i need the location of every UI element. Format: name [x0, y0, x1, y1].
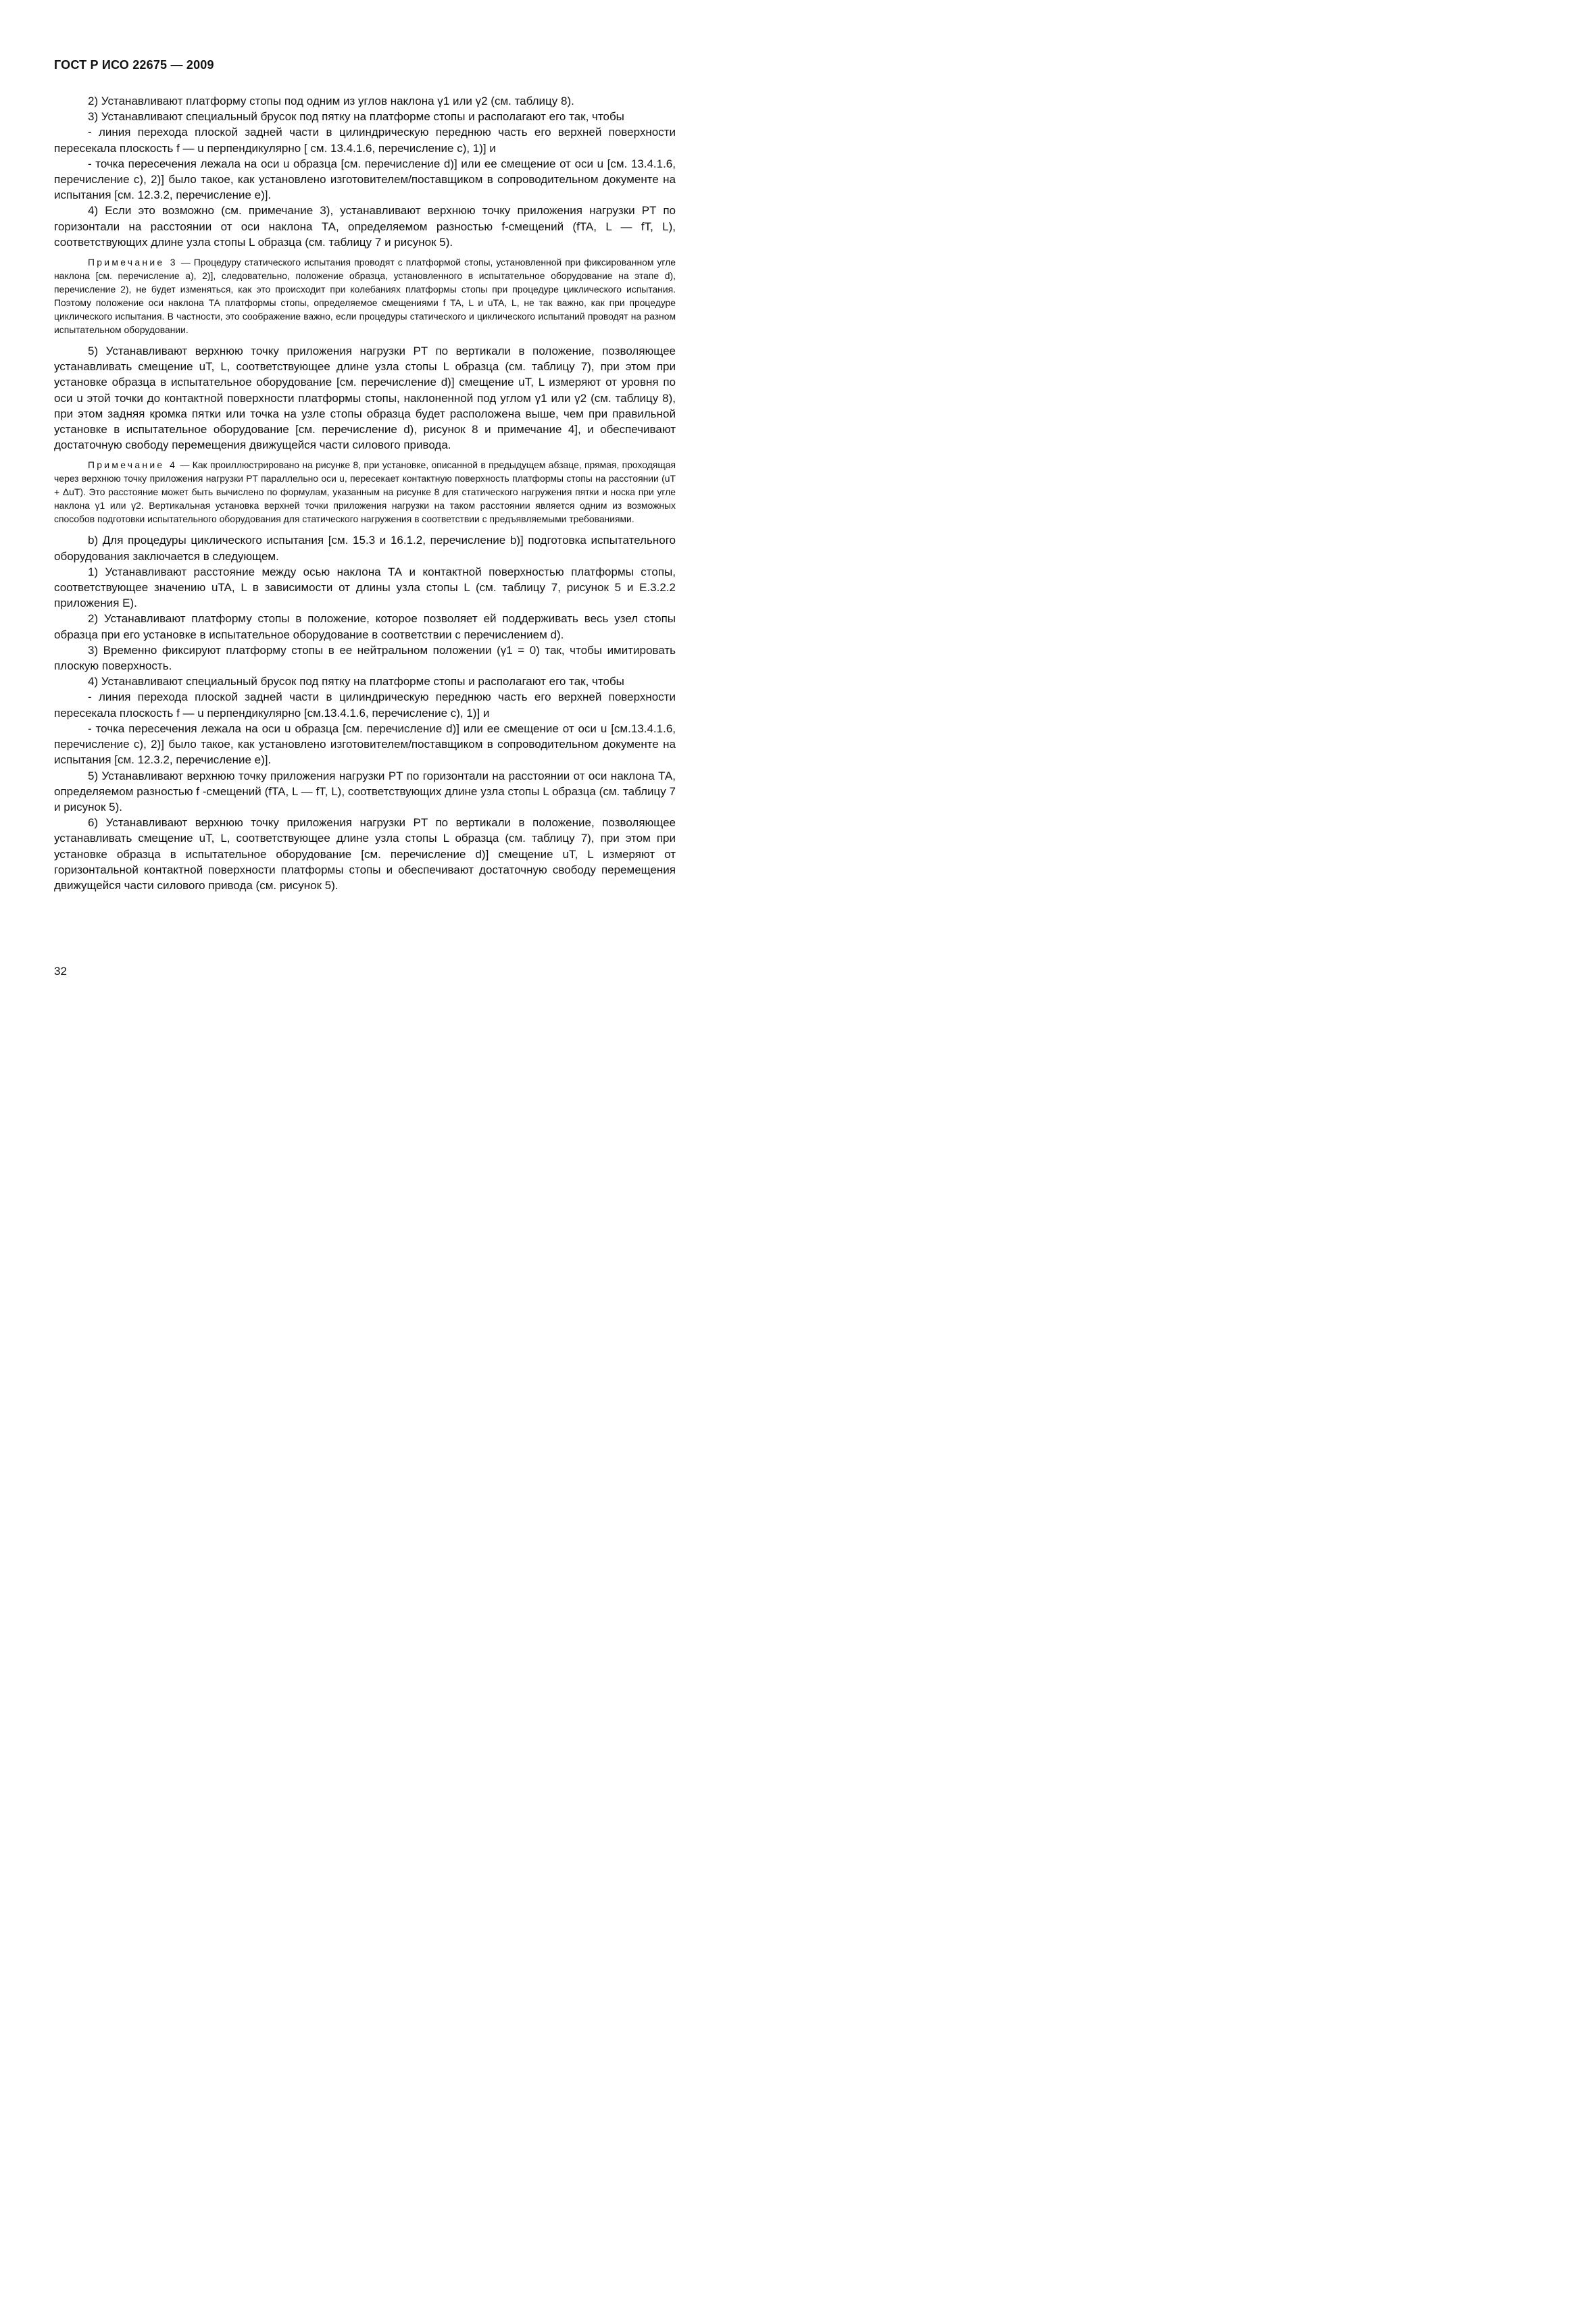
paragraph: 5) Устанавливают верхнюю точку приложения нагрузки PT по вертикали в положение, позволяющее устанавливать смещение uT, L, соответствующее длине узла стопы L образца (см. таблицу 7), при этом при установке образца в испытательное оборудование [см. перечисление d)] смещение uT, L измеряют от уровня по оси u этой точки до контактной поверхности платформы стопы, наклоненной под углом γ1 или γ2 (см. таблицу 8), при этом задняя кромка пятки или точка на узле стопы образца будет расположена выше, чем при правильной установке в испытательное оборудование [см. перечисление d), рисунок 8 и примечание 4], и обеспечивают достаточную свободу перемещения движущейся части силового привода. [54, 345, 676, 452]
note-label: Примечание 3 [88, 257, 178, 268]
paragraph: b) Для процедуры циклического испытания [см. 15.3 и 16.1.2, перечисление b)] подготовка испытательного оборудования заключается в следующем. [54, 534, 676, 563]
paragraph: - точка пересечения лежала на оси u образца [см. перечисление d)] или ее смещение от оси u [см. 13.4.1.6, перечисление с), 2)] было такое, как установлено изготовителем/поставщиком в сопроводительном документе на испытания [см. 12.3.2, перечисление е)]. [54, 157, 676, 202]
body-text [54, 93, 676, 893]
document-page [0, 0, 730, 1058]
page-number: 32 [54, 965, 67, 978]
paragraph: - линия перехода плоской задней части в цилиндрическую переднюю часть его верхней поверхности пересекала плоскость f — u перпендикулярно [ см. 13.4.1.6, перечисление с), 1)] и [54, 126, 676, 155]
note-text: — Процедуру статического испытания проводят с платформой стопы, установленной при фиксированном угле наклона [см. перечисление а), 2)], следовательно, положение образца, установленного в испытательное оборудование на этапе d), перечисление 2), не будет изменяться, как это происходит при колебаниях платформы стопы при процедуре циклического испытания. Поэтому положение оси наклона ТА платформы стопы, определяемое смещениями f TA, L и uTA, L, не так важно, как при процедуре циклического испытания. В частности, это соображение важно, если процедуры статического и циклического испытаний проводят на разном испытательном оборудовании. [54, 257, 676, 336]
paragraph: - линия перехода плоской задней части в цилиндрическую переднюю часть его верхней поверхности пересекала плоскость f — u перпендикулярно [см.13.4.1.6, перечисление с), 1)] и [54, 690, 676, 720]
paragraph: 5) Устанавливают верхнюю точку приложения нагрузки PT по горизонтали на расстоянии от оси наклона ТА, определяемом разностью f -смещений (fTA, L — fT, L), соответствующих длине узла стопы L образца (см. таблицу 7 и рисунок 5). [54, 769, 676, 813]
note-3 [54, 255, 676, 336]
note-label: Примечание 4 [88, 459, 178, 471]
paragraph: 2) Устанавливают платформу стопы в положение, которое позволяет ей поддерживать весь узел стопы образца при его установке в испытательное оборудование в соответствии с перечислением d). [54, 612, 676, 641]
document-header: ГОСТ Р ИСО 22675 — 2009 [54, 58, 214, 72]
paragraph: 2) Устанавливают платформу стопы под одним из углов наклона γ1 или γ2 (см. таблицу 8). [88, 95, 574, 107]
note-4 [54, 458, 676, 526]
paragraph: 1) Устанавливают расстояние между осью наклона ТА и контактной поверхностью платформы стопы, соответствующее значению uTA, L в зависимости от длины узла стопы L (см. таблицу 7, рисунок 5 и Е.3.2.2 приложения Е). [54, 565, 676, 610]
paragraph: 3) Устанавливают специальный брусок под пятку на платформе стопы и располагают его так, чтобы [88, 110, 624, 124]
paragraph: - точка пересечения лежала на оси u образца [см. перечисление d)] или ее смещение от оси u [см.13.4.1.6, перечисление с), 2)] было такое, как установлено изготовителем/поставщиком в сопроводительном документе на испытания [см. 12.3.2, перечисление е)]. [54, 722, 676, 767]
paragraph: 6) Устанавливают верхнюю точку приложения нагрузки PT по вертикали в положение, позволяющее устанавливать смещение uT, L, соответствующее длине узла стопы L образца (см. таблицу 7), при этом при установке образца в испытательное оборудование [см. перечисление d)] смещение uT, L измеряют от горизонтальной контактной поверхности платформы стопы и обеспечивают достаточную свободу перемещения движущейся части силового привода (см. рисунок 5). [54, 816, 676, 892]
paragraph: 4) Устанавливают специальный брусок под пятку на платформе стопы и располагают его так, чтобы [88, 675, 624, 688]
paragraph: 4) Если это возможно (см. примечание 3), устанавливают верхнюю точку приложения нагрузки PT по горизонтали на расстоянии от оси наклона ТА, определяемом разностью f-смещений (fTA, L — fT, L), соответствующих длине узла стопы L образца (см. таблицу 7 и рисунок 5). [54, 204, 676, 249]
note-text: — Как проиллюстрировано на рисунке 8, при установке, описанной в предыдущем абзаце, прямая, проходящая через верхнюю точку приложения нагрузки PT параллельно оси u, пересекает контактную поверхность платформы стопы на расстоянии (uT + ΔuT). Это расстояние может быть вычислено по формулам, указанным на рисунке 8 для статического нагружения пятки и носка при угле наклона γ1 или γ2. Вертикальная установка верхней точки приложения нагрузки на таком расстоянии является одним из возможных способов подготовки испытательного оборудования для статического нагружения в соответствии с предъявляемыми требованиями. [54, 459, 676, 525]
paragraph: 3) Временно фиксируют платформу стопы в ее нейтральном положении (γ1 = 0) так, чтобы имитировать плоскую поверхность. [54, 643, 676, 673]
